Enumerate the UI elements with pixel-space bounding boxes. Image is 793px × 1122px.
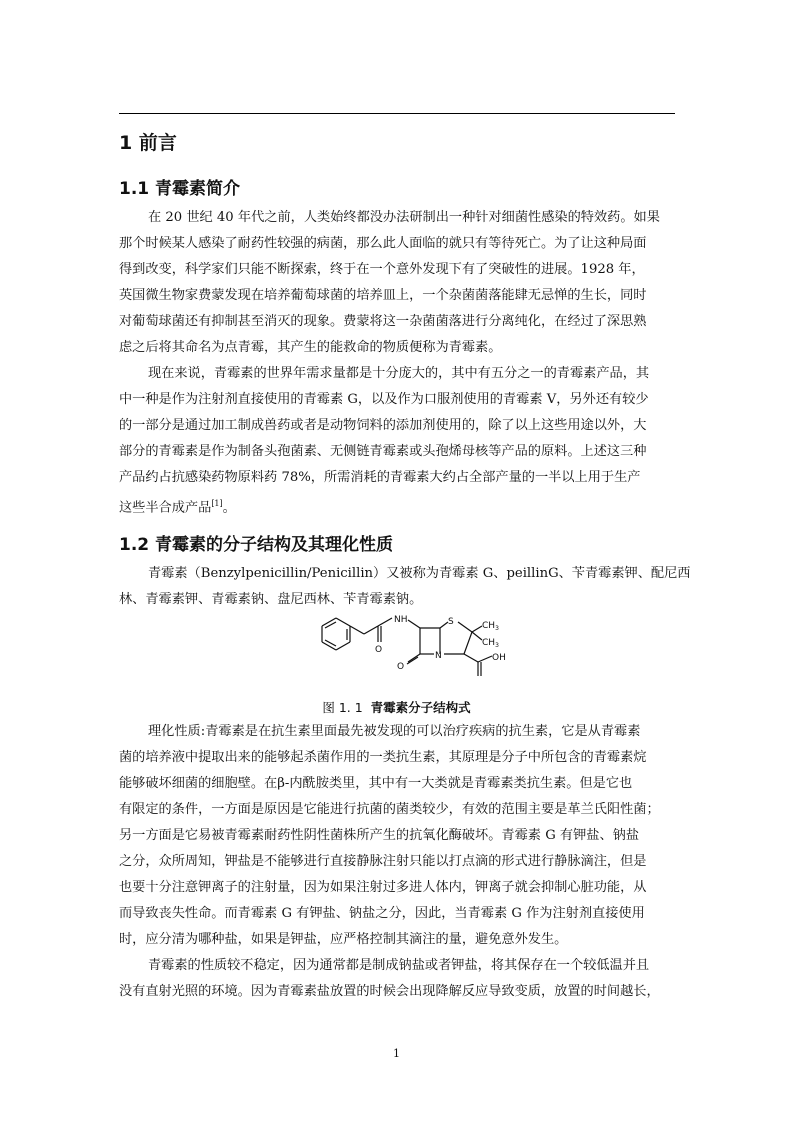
paragraph-line [119, 496, 236, 516]
figure-caption [0, 698, 793, 716]
paragraph-line: 也要十分注意钾离子的注射量，因为如果注射过多进人体内，钾离子就会抑制心脏功能，从 [119, 880, 647, 895]
paragraph-line: 理化性质:青霉素是在抗生素里面最先被发现的可以治疗疾病的抗生素，它是从青霉素 [148, 724, 641, 739]
paragraph-line: 对葡萄球菌还有抑制甚至消灭的现象。费蒙将这一杂菌菌落进行分离纯化，在经过了深思熟 [119, 314, 647, 329]
nh-label: NH [394, 615, 408, 625]
paragraph-line: 中一种是作为注射剂直接使用的青霉素 G，以及作为口服剂使用的青霉素 V，另外还有较少 [119, 392, 649, 407]
paragraph-line: 有限定的条件，一方面是原因是它能进行抗菌的菌类较少，有效的范围主要是革兰氏阳性菌； [119, 802, 660, 817]
section-heading-1-2: 1.2 青霉素的分子结构及其理化性质 [119, 535, 394, 555]
paragraph-line: 英国微生物家费蒙发现在培养葡萄球菌的培养皿上，一个杂菌菌落能肆无忌惮的生长，同时 [119, 288, 647, 303]
paragraph-line: 之分，众所周知，钾盐是不能够进行直接静脉注射只能以打点滴的形式进行静脉滴注，但是 [119, 854, 647, 869]
paragraph-line: 得到改变，科学家们只能不断探索，终于在一个意外发现下有了突破性的进展。1928 年， [119, 262, 645, 277]
paragraph-line: 没有直射光照的环境。因为青霉素盐放置的时候会出现降解反应导致变质，放置的时间越长， [119, 984, 660, 999]
paragraph-line: 另一方面是它易被青霉素耐药性阴性菌株所产生的抗氧化酶破坏。青霉素 G 有钾盐、钠盐 [119, 828, 640, 843]
carbonyl-o-label: O [375, 645, 383, 655]
paragraph-line: 产品约占抗感染药物原料药 78%，所需消耗的青霉素大约占全部产量的一半以上用于生产 [119, 470, 641, 485]
paragraph-line: 在 20 世纪 40 年代之前，人类始终都没办法研制出一种针对细菌性感染的特效药。如果 [148, 210, 660, 225]
benzene-ring [322, 618, 350, 650]
oh-label: OH [492, 653, 506, 663]
chapter-heading: 1 前言 [119, 132, 177, 154]
paragraph-line: 而导致丧失性命。而青霉素 G 有钾盐、钠盐之分，因此，当青霉素 G 作为注射剂直接使用 [119, 906, 645, 921]
penicillin-structure-figure [308, 612, 528, 676]
paragraph-end: 。 [222, 500, 236, 516]
page-number: 1 [393, 1047, 400, 1060]
paragraph-line: 时，应分清为哪种盐，如果是钾盐，应严格控制其滴注的量，避免意外发生。 [119, 932, 568, 947]
methyl-label-2: $CH_3$ [482, 638, 499, 649]
paragraph-line: 菌的培养液中提取出来的能够起杀菌作用的一类抗生素，其原理是分子中所包含的青霉素烷 [119, 750, 647, 765]
paragraph-text: 这些半合成产品 [119, 500, 212, 516]
lactam-o-label: O [397, 662, 405, 672]
paragraph-line: 的一部分是通过加工制成兽药或者是动物饲料的添加剂使用的，除了以上这些用途以外，大 [119, 418, 647, 433]
figure-title: 青霉素分子结构式 [370, 700, 471, 715]
paragraph-line: 能够破坏细菌的细胞壁。在β-内酰胺类里，其中有一大类就是青霉素类抗生素。但是它也 [119, 776, 633, 791]
figure-number: 图 1. 1 [322, 700, 363, 715]
section-heading-1-1: 1.1 青霉素简介 [119, 179, 241, 199]
paragraph-line: 现在来说，青霉素的世界年需求量都是十分庞大的，其中有五分之一的青霉素产品，其 [148, 366, 650, 381]
methyl-label-1: $CH_3$ [482, 621, 499, 632]
citation-ref[interactable]: [1] [211, 499, 223, 508]
paragraph-line: 青霉素的性质较不稳定，因为通常都是制成钠盐或者钾盐，将其保存在一个较低温并且 [148, 958, 650, 973]
paragraph-line: 那个时候某人感染了耐药性较强的病菌，那么此人面临的就只有等待死亡。为了让这种局面 [119, 236, 647, 251]
s-label: S [448, 617, 454, 627]
n-label: N [435, 651, 442, 661]
paragraph-line: 林、青霉素钾、青霉素钠、盘尼西林、苄青霉素钠。 [119, 592, 423, 607]
paragraph-line: 虑之后将其命名为点青霉，其产生的能救命的物质便称为青霉素。 [119, 340, 502, 355]
paragraph-line: 青霉素（Benzylpenicillin/Penicillin）又被称为青霉素 G、peillinG、苄青霉素钾、配尼西 [148, 566, 691, 581]
paragraph-line: 部分的青霉素是作为制备头孢菌素、无侧链青霉素或头孢烯母核等产品的原料。上述这三种 [119, 444, 647, 459]
header-rule [119, 113, 675, 114]
